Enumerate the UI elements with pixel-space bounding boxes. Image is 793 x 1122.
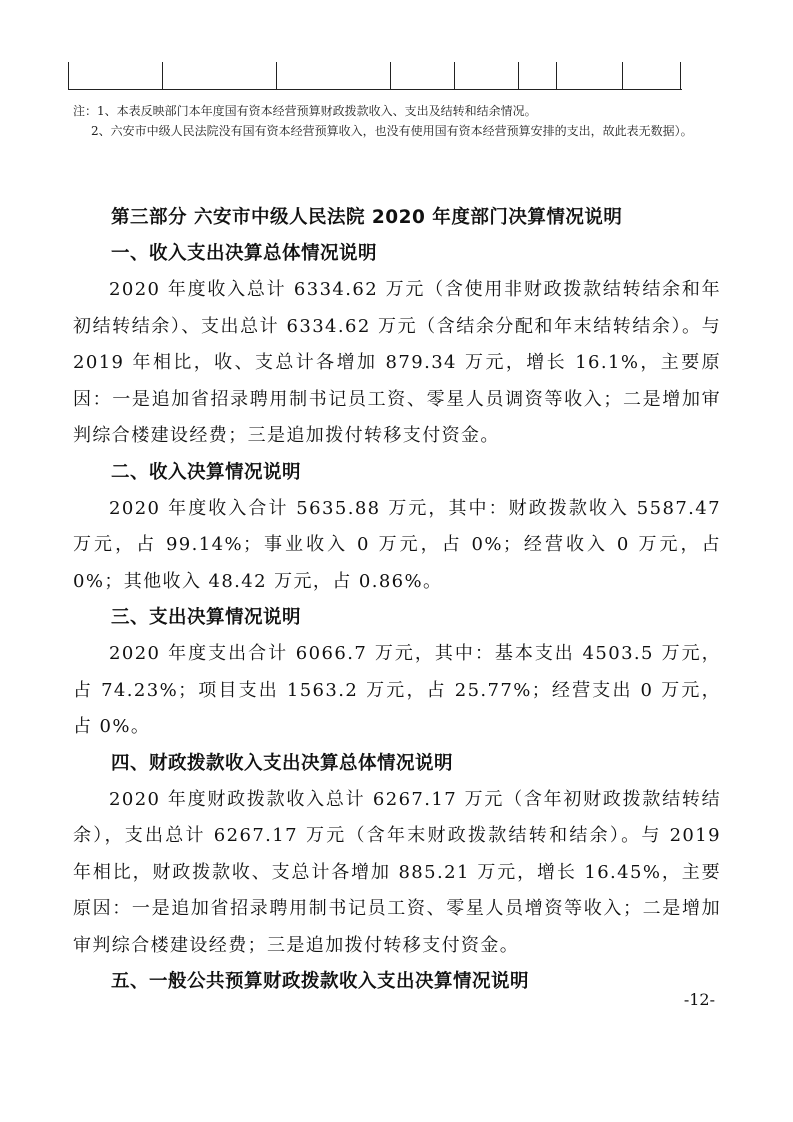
table-note-2: 2、六安市中级人民法院没有国有资本经营预算收入，也没有使用国有资本经营预算安排的支出，故此表无数据）。 (91, 124, 693, 138)
heading-1: 一、收入支出决算总体情况说明 (111, 243, 378, 264)
table-cell-border (518, 62, 519, 89)
paragraph-4: 2020 年度财政拨款收入总计 6267.17 万元（含年初财政拨款结转结余），支出总计 6267.17 万元（含年末财政拨款结转和结余）。与 2019 年相比，财政拨款收、支总计各增加 885.21 万元，增长 16.45%，主要原因：一是追加省招录聘用制书记员工资、零星人员增资等收入；二是增加审判综合楼建设经费；三是追加拨付转移支付资金。 (73, 788, 721, 956)
heading-2: 二、收入决算情况说明 (111, 461, 302, 483)
table-cell-border (276, 62, 277, 89)
table-cell-border (622, 62, 623, 89)
paragraph-1: 2020 年度收入总计 6334.62 万元（含使用非财政拨款结转结余和年初结转结余）、支出总计 6334.62 万元（含结余分配和年末结转结余）。与 2019 年相比，收、支总计各增加 879.34 万元，增长 16.1%，主要原因：一是追加省招录聘用制书记员工资、零星人员调资等收入；二是增加审判综合楼建设经费；三是追加拨付转移支付资金。 (73, 279, 721, 446)
paragraph-3: 2020 年度支出合计 6066.7 万元，其中：基本支出 4503.5 万元，占 74.23%；项目支出 1563.2 万元，占 25.77%；经营支出 0 万元，占 0%。 (73, 643, 721, 737)
table-cell-border (390, 62, 391, 89)
heading-5: 五、一般公共预算财政拨款收入支出决算情况说明 (111, 971, 530, 992)
table-cell-border (68, 62, 69, 89)
table-cell-border (162, 62, 163, 89)
table-fragment (68, 62, 682, 90)
table-cell-border (556, 62, 557, 89)
paragraph-2: 2020 年度收入合计 5635.88 万元，其中：财政拨款收入 5587.47 万元，占 99.14%；事业收入 0 万元，占 0%；经营收入 0 万元，占 0%；其他收入 48.42 万元，占 0.86%。 (73, 497, 721, 592)
table-note-1: 注：1、本表反映部门本年度国有资本经营预算财政拨款收入、支出及结转和结余情况。 (73, 104, 537, 118)
page-number: -12- (683, 990, 715, 1009)
document-body (73, 186, 721, 1000)
table-cell-border (680, 62, 681, 89)
part-title: 第三部分 六安市中级人民法院 2020 年度部门决算情况说明 (111, 207, 623, 228)
table-cell-border (454, 62, 455, 89)
heading-4: 四、财政拨款收入支出决算总体情况说明 (111, 752, 454, 774)
heading-3: 三、支出决算情况说明 (111, 607, 302, 628)
